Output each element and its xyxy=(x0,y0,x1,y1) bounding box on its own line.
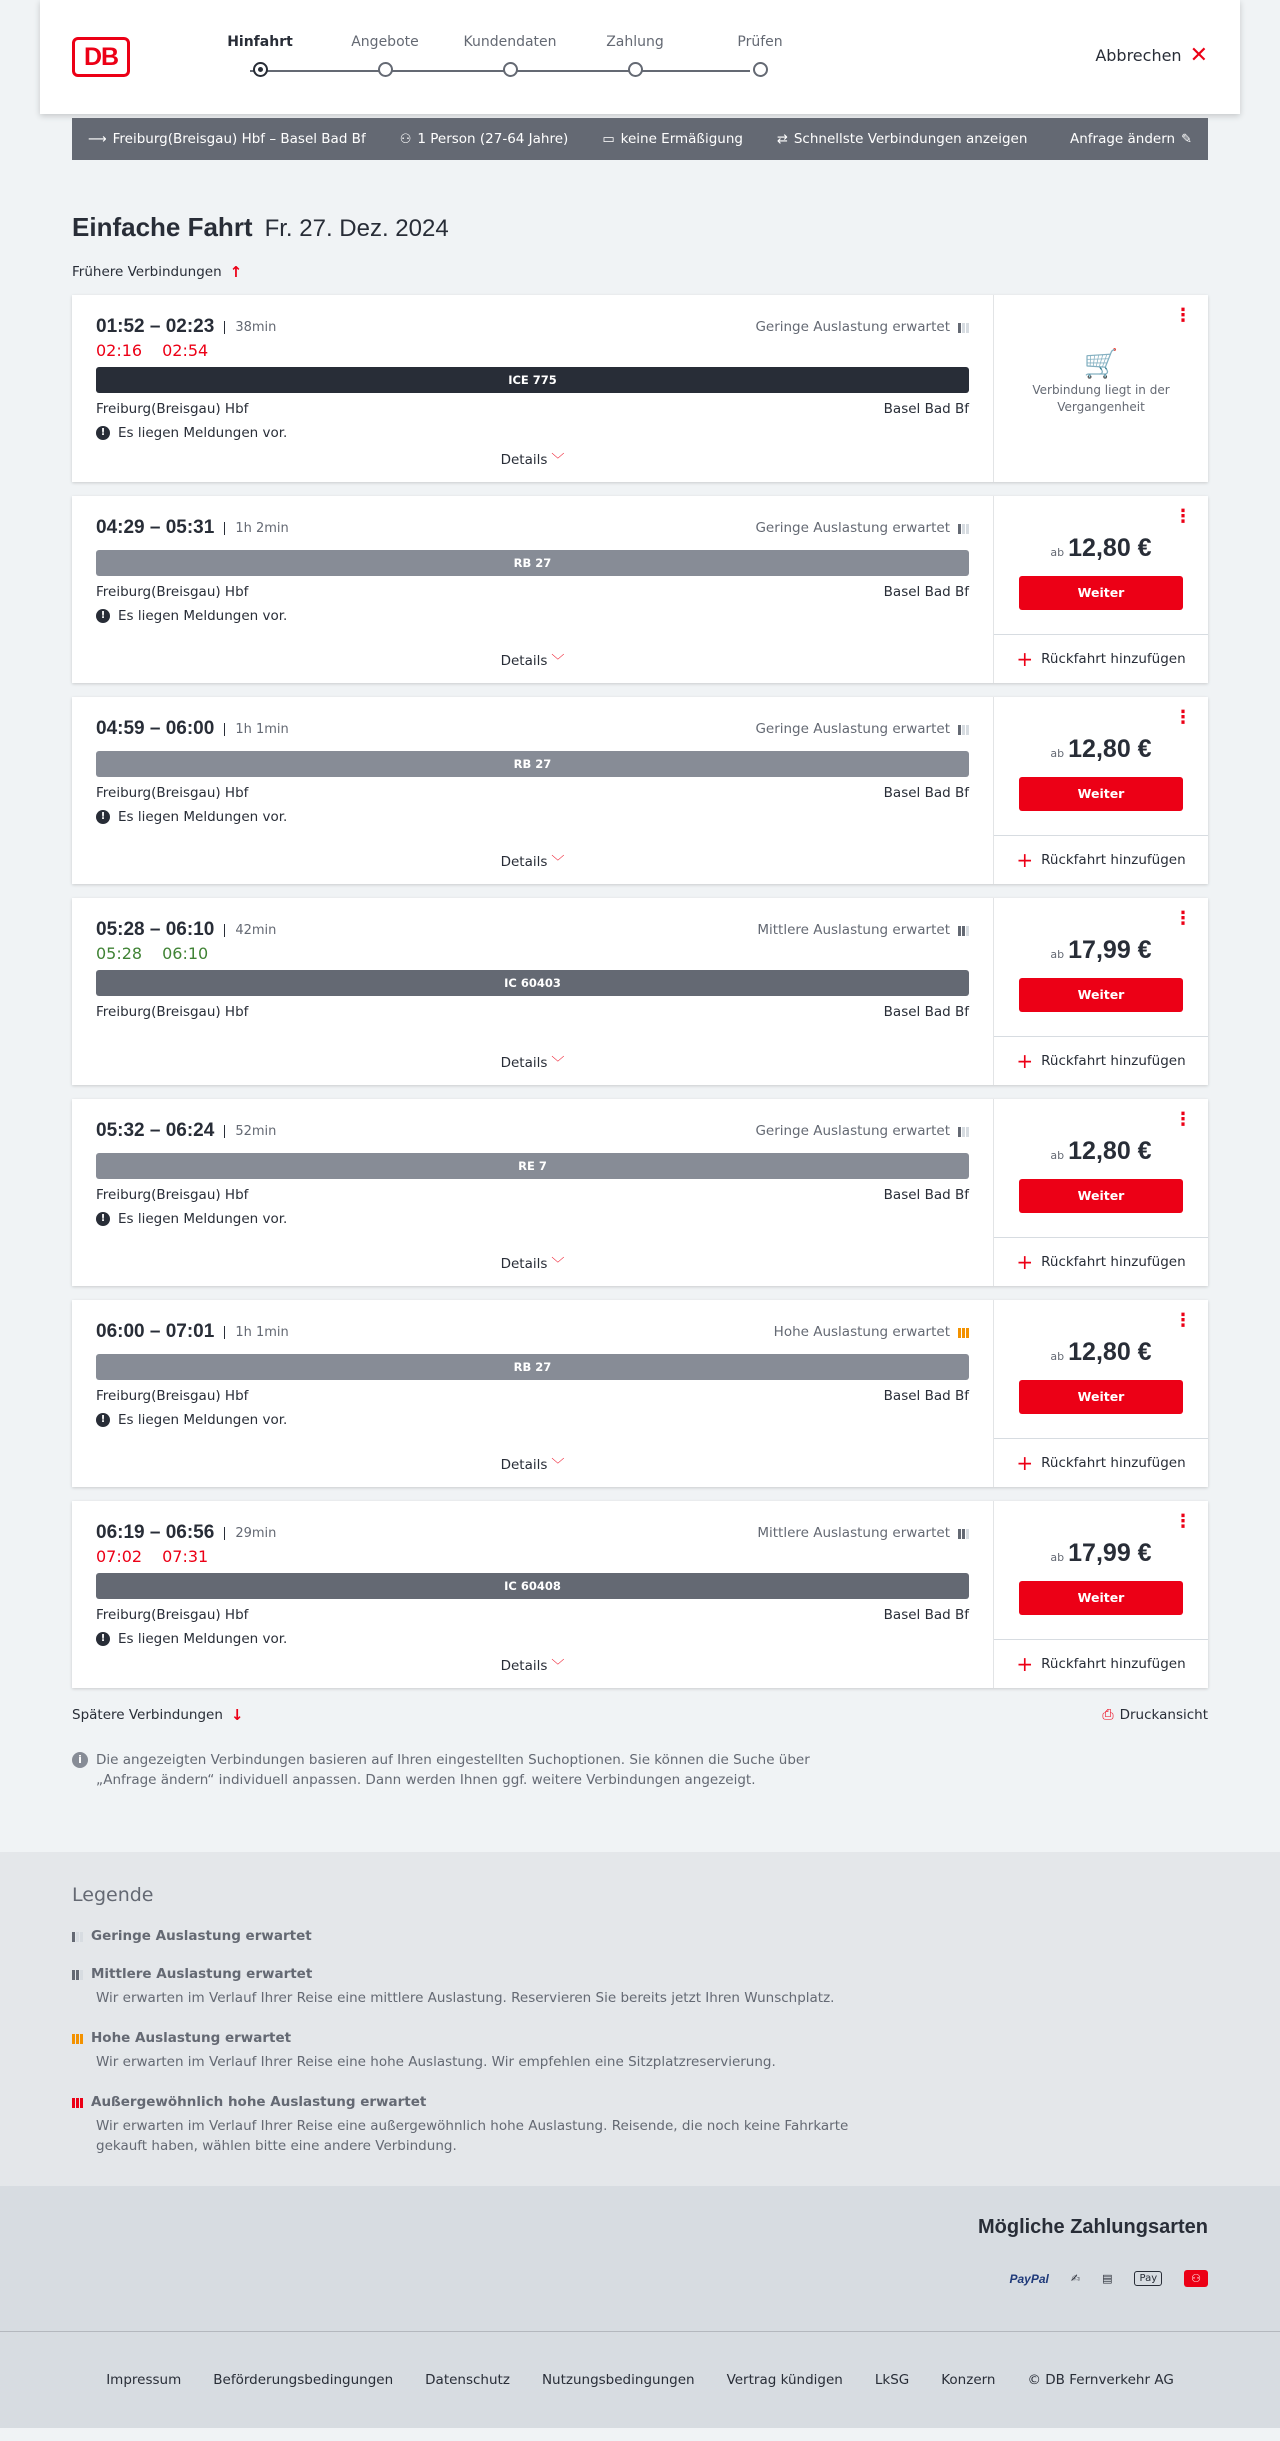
legend-item-title: Hohe Auslastung erwartet xyxy=(91,2030,292,2046)
departure-arrival-time: 05:32 – 06:24 xyxy=(96,1120,215,1141)
step-label: Kundendaten xyxy=(463,34,557,50)
price-amount: 12,80 € xyxy=(1068,534,1152,562)
connection-offer xyxy=(994,496,1208,683)
departure-arrival-time: 04:29 – 05:31 xyxy=(96,517,215,538)
stations-row xyxy=(96,1388,969,1404)
past-connection-note xyxy=(994,347,1208,416)
legend-item-header xyxy=(72,1966,1208,1982)
info-text: Die angezeigten Verbindungen basieren auf Ihren eingestellten Suchoptionen. Sie können die Suche über „Anfrage ändern“ individuell anpassen. Dann werden Ihnen ggf. weitere Verbindungen angezeigt. xyxy=(96,1752,810,1788)
price xyxy=(994,735,1208,764)
destination-station: Basel Bad Bf xyxy=(883,584,969,600)
connection-info xyxy=(72,1300,994,1487)
more-options-icon[interactable]: ⋮ xyxy=(1174,1511,1192,1532)
step-zahlung xyxy=(585,34,685,54)
cancel-button[interactable] xyxy=(1095,42,1208,68)
connection-offer xyxy=(994,898,1208,1085)
train-bar[interactable]: ICE 775 xyxy=(96,367,969,393)
connection-info xyxy=(72,1501,994,1688)
add-return-label: Rückfahrt hinzufügen xyxy=(1041,1455,1186,1471)
messages-text: Es liegen Meldungen vor. xyxy=(118,1412,288,1428)
step-angebote xyxy=(335,34,435,54)
step-dot xyxy=(503,62,518,77)
origin-station: Freiburg(Breisgau) Hbf xyxy=(96,1187,249,1203)
add-return-label: Rückfahrt hinzufügen xyxy=(1041,1254,1186,1270)
occupancy-icon xyxy=(72,1969,83,1980)
connection-info xyxy=(72,496,994,683)
occupancy-exceptional-icon xyxy=(72,2097,83,2108)
payment-methods-title: Mögliche Zahlungsarten xyxy=(977,2216,1208,2238)
stations-row xyxy=(96,785,969,801)
connection-offer xyxy=(994,1099,1208,1286)
continue-button[interactable]: Weiter xyxy=(1019,576,1183,610)
legend-item-title: Mittlere Auslastung erwartet xyxy=(91,1966,313,1982)
occupancy-label: Geringe Auslastung erwartet xyxy=(755,319,950,335)
stations-row xyxy=(96,1004,969,1020)
search-summary-bar xyxy=(72,118,1208,160)
legend-item-desc: Wir erwarten im Verlauf Ihrer Reise eine hohe Auslastung. Wir empfehlen eine Sitzplatzreservierung. xyxy=(96,2054,776,2070)
payment-icons xyxy=(1009,2270,1208,2287)
messages-text: Es liegen Meldungen vor. xyxy=(118,1211,288,1227)
more-options-icon[interactable]: ⋮ xyxy=(1174,908,1192,929)
chevron-down-icon: ﹀ xyxy=(551,1257,565,1272)
origin-station: Freiburg(Breisgau) Hbf xyxy=(96,584,249,600)
connection-info xyxy=(72,1099,994,1286)
footer-link-impressum[interactable]: Impressum xyxy=(106,2372,182,2388)
print-view-button[interactable] xyxy=(1102,1706,1208,1724)
occupancy-icon xyxy=(958,1126,969,1137)
details-toggle[interactable] xyxy=(72,1655,993,1674)
step-dot xyxy=(253,62,268,77)
add-return-button[interactable] xyxy=(994,634,1208,683)
step-label: Zahlung xyxy=(606,34,664,50)
plus-icon: + xyxy=(1016,1250,1034,1274)
details-toggle[interactable] xyxy=(72,1454,993,1473)
apple-pay-icon xyxy=(1134,2271,1162,2286)
cancel-label: Abbrechen xyxy=(1095,46,1182,65)
continue-button[interactable]: Weiter xyxy=(1019,1380,1183,1414)
connection-card xyxy=(72,1099,1208,1286)
printer-icon: ⎙ xyxy=(1102,1707,1114,1723)
fastest-text: Schnellste Verbindungen anzeigen xyxy=(793,131,1028,147)
destination-station: Basel Bad Bf xyxy=(883,1004,969,1020)
realtime-departure: 05:28 xyxy=(96,944,143,963)
continue-button[interactable]: Weiter xyxy=(1019,1179,1183,1213)
occupancy-icon xyxy=(72,2033,83,2044)
search-info-note xyxy=(72,1750,832,1790)
past-connection-text: Verbindung liegt in der Vergangenheit xyxy=(1032,383,1170,414)
add-return-button[interactable] xyxy=(994,1438,1208,1487)
header xyxy=(40,0,1240,114)
add-return-button[interactable] xyxy=(994,835,1208,884)
legend-list xyxy=(72,1928,1208,2156)
details-label: Details xyxy=(500,1658,548,1674)
details-label: Details xyxy=(500,1055,548,1071)
stations-row xyxy=(96,1187,969,1203)
route-text: Freiburg(Breisgau) Hbf – Basel Bad Bf xyxy=(112,131,366,147)
more-options-icon[interactable]: ⋮ xyxy=(1174,1109,1192,1130)
more-options-icon[interactable]: ⋮ xyxy=(1174,305,1192,326)
price-prefix: ab xyxy=(1050,1551,1065,1564)
details-label: Details xyxy=(500,1457,548,1473)
legend-item xyxy=(72,2030,1208,2072)
realtime-times xyxy=(96,1547,969,1567)
travel-duration: 1h 1min xyxy=(224,723,288,736)
details-label: Details xyxy=(500,653,548,669)
legend-item-title: Außergewöhnlich hohe Auslastung erwartet xyxy=(91,2094,427,2110)
destination-station: Basel Bad Bf xyxy=(883,785,969,801)
train-bar[interactable]: IC 60408 xyxy=(96,1573,969,1599)
price-prefix: ab xyxy=(1050,1350,1065,1363)
realtime-times xyxy=(96,944,969,964)
travel-date: Fr. 27. Dez. 2024 xyxy=(264,215,449,242)
realtime-arrival: 07:31 xyxy=(162,1547,209,1566)
connection-card xyxy=(72,697,1208,884)
sliders-icon: ⇄ xyxy=(776,131,788,147)
discount-summary xyxy=(602,131,743,147)
legend-item-header xyxy=(72,2030,1208,2046)
train-bar[interactable]: RB 27 xyxy=(96,550,969,576)
chevron-down-icon: ﹀ xyxy=(551,1458,565,1473)
legend-item xyxy=(72,1966,1208,2008)
footer-link-lksg[interactable]: LkSG xyxy=(874,2372,910,2388)
occupancy-indicator xyxy=(757,922,969,938)
legend-title: Legende xyxy=(72,1884,154,1906)
results-footer-row xyxy=(72,1706,1208,1724)
step-label: Hinfahrt xyxy=(227,34,293,50)
legend-item-desc: Wir erwarten im Verlauf Ihrer Reise eine mittlere Auslastung. Reservieren Sie bereits jetzt Ihren Wunschplatz. xyxy=(96,1990,835,2006)
service-messages xyxy=(96,809,969,825)
messages-text: Es liegen Meldungen vor. xyxy=(118,809,288,825)
price-amount: 12,80 € xyxy=(1068,735,1152,763)
continue-button[interactable]: Weiter xyxy=(1019,777,1183,811)
sepa-icon: ▤ xyxy=(1102,2272,1113,2285)
later-connections-button[interactable] xyxy=(72,1706,243,1724)
more-options-icon[interactable]: ⋮ xyxy=(1174,707,1192,728)
occupancy-label: Geringe Auslastung erwartet xyxy=(755,1123,950,1139)
price xyxy=(994,1539,1208,1568)
continue-button[interactable]: Weiter xyxy=(1019,1581,1183,1615)
realtime-times xyxy=(96,341,969,361)
train-bar[interactable]: IC 60403 xyxy=(96,970,969,996)
details-label: Details xyxy=(500,452,548,468)
price-prefix: ab xyxy=(1050,747,1065,760)
realtime-arrival: 06:10 xyxy=(162,944,209,963)
route-summary xyxy=(88,131,366,147)
add-return-button[interactable] xyxy=(994,1237,1208,1286)
change-request-button[interactable] xyxy=(1070,131,1192,147)
connection-offer xyxy=(994,697,1208,884)
origin-station: Freiburg(Breisgau) Hbf xyxy=(96,401,249,417)
footer xyxy=(0,2331,1280,2428)
add-return-label: Rückfahrt hinzufügen xyxy=(1041,1053,1186,1069)
arrow-down-icon: ↓ xyxy=(230,1706,244,1724)
details-toggle[interactable] xyxy=(72,449,993,468)
footer-copyright: © DB Fernverkehr AG xyxy=(1027,2372,1174,2388)
legend-item xyxy=(72,2094,1208,2156)
apple-pay-text: Pay xyxy=(1139,2273,1158,2284)
add-return-label: Rückfahrt hinzufügen xyxy=(1041,1656,1186,1672)
price-amount: 17,99 € xyxy=(1068,1539,1152,1567)
connection-offer xyxy=(994,1501,1208,1688)
departure-arrival-time: 01:52 – 02:23 xyxy=(96,316,215,337)
step-label: Angebote xyxy=(351,34,419,50)
more-options-icon[interactable]: ⋮ xyxy=(1174,1310,1192,1331)
price-amount: 12,80 € xyxy=(1068,1137,1152,1165)
occupancy-icon xyxy=(958,1528,969,1539)
close-icon: ✕ xyxy=(1189,42,1208,68)
plus-icon: + xyxy=(1016,848,1034,872)
service-messages xyxy=(96,1631,969,1647)
messages-text: Es liegen Meldungen vor. xyxy=(118,425,288,441)
stations-row xyxy=(96,1607,969,1623)
results xyxy=(72,212,1208,1790)
alert-icon: ! xyxy=(96,810,110,824)
travel-duration: 52min xyxy=(224,1125,276,1138)
details-toggle[interactable] xyxy=(72,650,993,669)
price-prefix: ab xyxy=(1050,1149,1065,1162)
origin-station: Freiburg(Breisgau) Hbf xyxy=(96,785,249,801)
add-return-button[interactable] xyxy=(994,1036,1208,1085)
chevron-down-icon: ﹀ xyxy=(551,654,565,669)
footer-link-nutzung[interactable]: Nutzungsbedingungen xyxy=(541,2372,695,2388)
departure-arrival-time: 05:28 – 06:10 xyxy=(96,919,215,940)
details-toggle[interactable] xyxy=(72,1253,993,1272)
continue-button[interactable]: Weiter xyxy=(1019,978,1183,1012)
realtime-departure: 07:02 xyxy=(96,1547,143,1566)
step-dot xyxy=(753,62,768,77)
print-label: Druckansicht xyxy=(1119,1707,1208,1723)
price xyxy=(994,534,1208,563)
chevron-down-icon: ﹀ xyxy=(551,1056,565,1071)
card-icon: ▭ xyxy=(602,131,615,147)
details-toggle[interactable] xyxy=(72,1052,993,1071)
messages-text: Es liegen Meldungen vor. xyxy=(118,1631,288,1647)
travel-duration: 29min xyxy=(224,1527,276,1540)
price xyxy=(994,936,1208,965)
train-bar[interactable]: RB 27 xyxy=(96,1354,969,1380)
add-return-label: Rückfahrt hinzufügen xyxy=(1041,651,1186,667)
passenger-text: 1 Person (27-64 Jahre) xyxy=(417,131,569,147)
legend-item-header xyxy=(72,2094,1208,2110)
pencil-icon: ✎ xyxy=(1181,131,1192,147)
discount-text: keine Ermäßigung xyxy=(620,131,743,147)
more-options-icon[interactable]: ⋮ xyxy=(1174,506,1192,527)
occupancy-indicator xyxy=(757,1525,969,1541)
change-request-label: Anfrage ändern xyxy=(1069,131,1176,147)
earlier-connections-button[interactable] xyxy=(72,263,1208,281)
footer-link-datenschutz[interactable]: Datenschutz xyxy=(425,2372,510,2388)
person-icon: ⚇ xyxy=(399,131,412,147)
connection-info xyxy=(72,898,994,1085)
alert-icon: ! xyxy=(96,1413,110,1427)
payment-methods-section xyxy=(0,2186,1280,2331)
occupancy-icon xyxy=(958,925,969,936)
messages-text: Es liegen Meldungen vor. xyxy=(118,608,288,624)
later-label: Spätere Verbindungen xyxy=(72,1707,223,1723)
step-kundendaten xyxy=(460,34,560,54)
step-dot xyxy=(378,62,393,77)
passenger-summary xyxy=(400,131,569,147)
travel-duration: 38min xyxy=(224,321,276,334)
travel-duration: 42min xyxy=(224,924,276,937)
step-dot xyxy=(628,62,643,77)
occupancy-label: Geringe Auslastung erwartet xyxy=(755,721,950,737)
footer-link-kuendigen[interactable]: Vertrag kündigen xyxy=(726,2372,843,2388)
destination-station: Basel Bad Bf xyxy=(883,401,969,417)
earlier-label: Frühere Verbindungen xyxy=(72,264,222,280)
legend-item-desc: Wir erwarten im Verlauf Ihrer Reise eine außergewöhnlich hohe Auslastung. Reisende, die noch keine Fahrkarte gekauft haben, wählen bitte eine andere Verbindung. xyxy=(96,2118,849,2154)
connection-offer xyxy=(994,295,1208,482)
db-card-icon: ⚇ xyxy=(1184,2270,1208,2287)
service-messages xyxy=(96,1412,969,1428)
details-label: Details xyxy=(500,1256,548,1272)
origin-station: Freiburg(Breisgau) Hbf xyxy=(96,1004,249,1020)
plus-icon: + xyxy=(1016,647,1034,671)
occupancy-indicator xyxy=(755,319,969,335)
occupancy-label: Hohe Auslastung erwartet xyxy=(773,1324,950,1340)
service-messages xyxy=(96,425,969,441)
stations-row xyxy=(96,401,969,417)
occupancy-indicator xyxy=(755,721,969,737)
connection-card xyxy=(72,295,1208,482)
progress-line xyxy=(250,70,750,72)
price xyxy=(994,1338,1208,1367)
connection-offer xyxy=(994,1300,1208,1487)
legend-item xyxy=(72,1928,1208,1944)
connection-card xyxy=(72,496,1208,683)
connection-list xyxy=(72,295,1208,1688)
origin-station: Freiburg(Breisgau) Hbf xyxy=(96,1388,249,1404)
occupancy-indicator xyxy=(755,1123,969,1139)
step-pruefen xyxy=(710,34,810,54)
add-return-label: Rückfahrt hinzufügen xyxy=(1041,852,1186,868)
chevron-down-icon: ﹀ xyxy=(551,453,565,468)
occupancy-icon xyxy=(958,724,969,735)
footer-link-konzern[interactable]: Konzern xyxy=(941,2372,996,2388)
destination-station: Basel Bad Bf xyxy=(883,1607,969,1623)
service-messages xyxy=(96,608,969,624)
arrow-right-icon: ⟶ xyxy=(88,131,107,147)
connection-card xyxy=(72,1501,1208,1688)
departure-arrival-time: 06:19 – 06:56 xyxy=(96,1522,215,1543)
step-label: Prüfen xyxy=(737,34,783,50)
occupancy-icon xyxy=(958,1327,969,1338)
connection-info xyxy=(72,295,994,482)
alert-icon: ! xyxy=(96,426,110,440)
price-prefix: ab xyxy=(1050,546,1065,559)
legend-item-header xyxy=(72,1928,1208,1944)
train-bar[interactable]: RB 27 xyxy=(96,751,969,777)
chevron-down-icon: ﹀ xyxy=(551,855,565,870)
service-messages xyxy=(96,1211,969,1227)
arrow-up-icon: ↑ xyxy=(229,263,243,281)
alert-icon: ! xyxy=(96,1632,110,1646)
price-amount: 12,80 € xyxy=(1068,1338,1152,1366)
origin-station: Freiburg(Breisgau) Hbf xyxy=(96,1607,249,1623)
destination-station: Basel Bad Bf xyxy=(883,1388,969,1404)
travel-duration: 1h 2min xyxy=(224,522,288,535)
occupancy-icon xyxy=(958,322,969,333)
price xyxy=(994,1137,1208,1166)
direct-debit-icon: ✍ xyxy=(1070,2272,1081,2285)
price-amount: 17,99 € xyxy=(1068,936,1152,964)
db-logo[interactable]: DB xyxy=(72,37,130,77)
fastest-summary xyxy=(777,131,1027,147)
info-icon: i xyxy=(72,1752,88,1768)
departure-arrival-time: 04:59 – 06:00 xyxy=(96,718,215,739)
connection-card xyxy=(72,1300,1208,1487)
cart-disabled-icon: 🛒 xyxy=(1083,347,1119,380)
train-bar[interactable]: RE 7 xyxy=(96,1153,969,1179)
step-hinfahrt[interactable] xyxy=(210,34,310,54)
occupancy-indicator xyxy=(755,520,969,536)
connection-card xyxy=(72,898,1208,1085)
travel-duration: 1h 1min xyxy=(224,1326,288,1339)
realtime-arrival: 02:54 xyxy=(162,341,209,360)
chevron-down-icon: ﹀ xyxy=(551,1659,565,1674)
plus-icon: + xyxy=(1016,1049,1034,1073)
legend-item-title: Geringe Auslastung erwartet xyxy=(91,1928,312,1944)
realtime-departure: 02:16 xyxy=(96,341,143,360)
occupancy-label: Mittlere Auslastung erwartet xyxy=(757,922,950,938)
add-return-button[interactable] xyxy=(994,1639,1208,1688)
plus-icon: + xyxy=(1016,1652,1034,1676)
connection-info xyxy=(72,697,994,884)
details-label: Details xyxy=(500,854,548,870)
page-title: Einfache Fahrt xyxy=(72,212,253,242)
destination-station: Basel Bad Bf xyxy=(883,1187,969,1203)
details-toggle[interactable] xyxy=(72,851,993,870)
occupancy-indicator xyxy=(774,1324,969,1340)
occupancy-label: Geringe Auslastung erwartet xyxy=(755,520,950,536)
stations-row xyxy=(96,584,969,600)
plus-icon: + xyxy=(1016,1451,1034,1475)
price-prefix: ab xyxy=(1050,948,1065,961)
occupancy-icon xyxy=(958,523,969,534)
occupancy-label: Mittlere Auslastung erwartet xyxy=(757,1525,950,1541)
paypal-icon: PayPal xyxy=(1009,2271,1049,2286)
legend-section xyxy=(0,1852,1280,2186)
alert-icon: ! xyxy=(96,1212,110,1226)
alert-icon: ! xyxy=(96,609,110,623)
departure-arrival-time: 06:00 – 07:01 xyxy=(96,1321,215,1342)
progress-steps xyxy=(210,34,783,84)
footer-link-befoerderung[interactable]: Beförderungsbedingungen xyxy=(213,2372,394,2388)
page-heading xyxy=(72,212,1208,243)
occupancy-icon xyxy=(72,1931,83,1942)
